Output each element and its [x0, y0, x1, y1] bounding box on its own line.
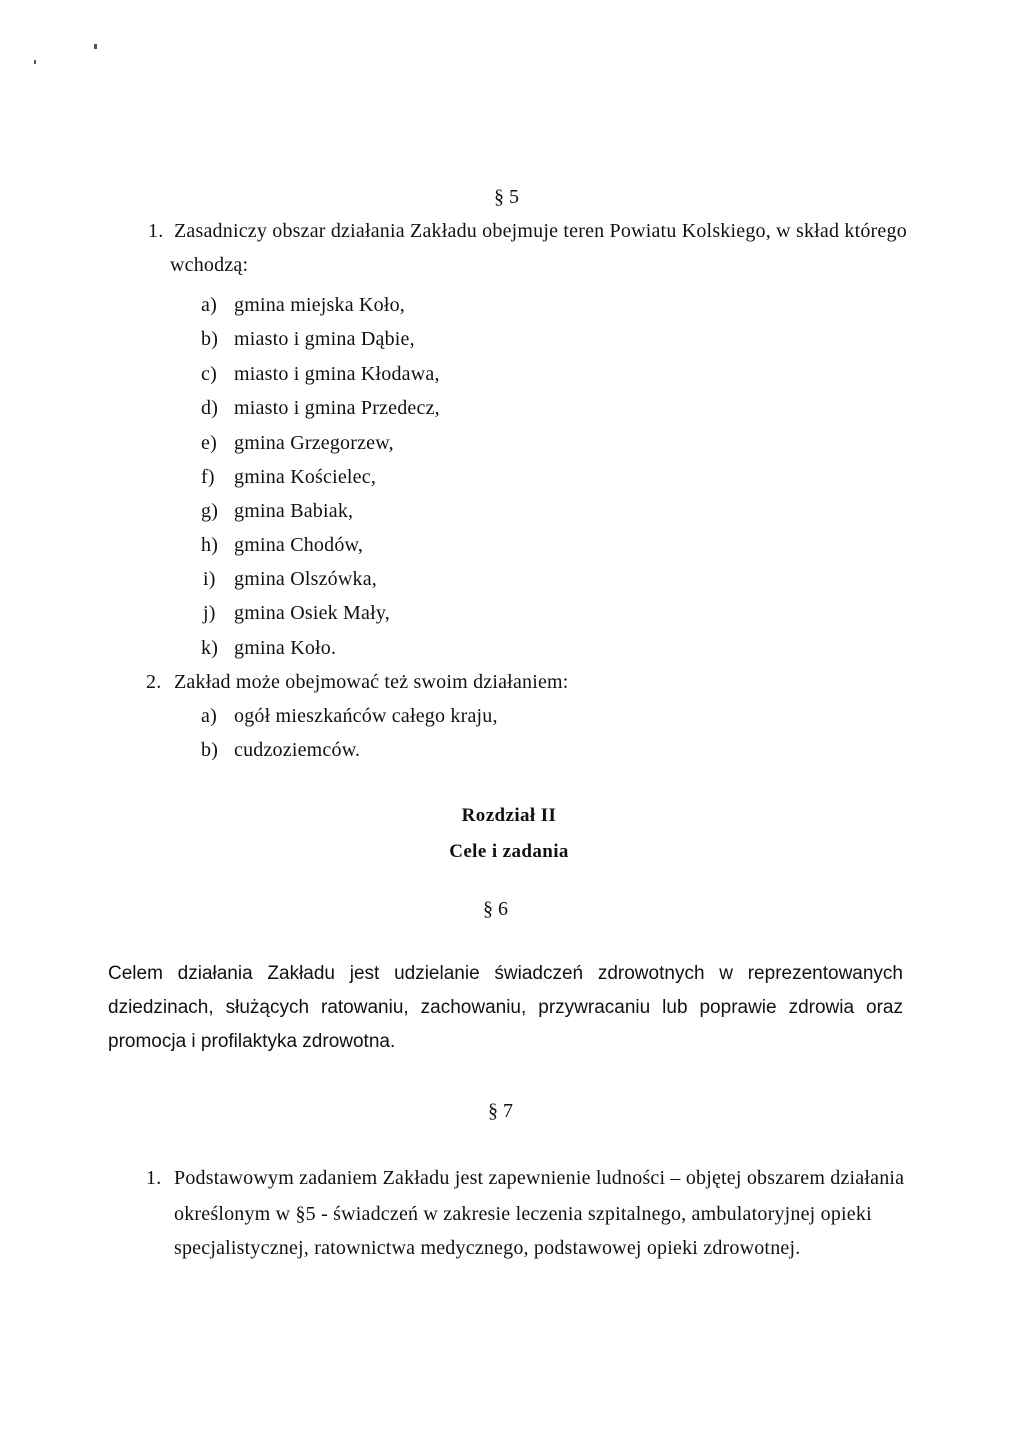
paragraph-line: specjalistycznej, ratownictwa medycznego, podstawowej opieki zdrowotnej.: [174, 1237, 801, 1259]
list-item-label: c): [201, 363, 217, 385]
list-item-text: gmina Koło.: [234, 637, 337, 659]
list-item-label: j): [203, 602, 216, 624]
list-item-text: miasto i gmina Przedecz,: [234, 397, 440, 419]
paragraph-number: 1.: [148, 220, 164, 242]
list-item-text: gmina Grzegorzew,: [234, 432, 394, 454]
list-item-label: k): [201, 637, 219, 659]
paragraph-line: dziedzinach, służących ratowaniu, zachowaniu, przywracaniu lub poprawie zdrowia oraz: [108, 997, 903, 1018]
list-item-label: i): [203, 568, 216, 590]
list-item-text: miasto i gmina Dąbie,: [234, 328, 415, 350]
paragraph-line: promocja i profilaktyka zdrowotna.: [108, 1031, 396, 1052]
paragraph-text: Zakład może obejmować też swoim działaniem:: [174, 671, 569, 693]
scan-mark: [94, 44, 97, 49]
list-item-text: gmina Osiek Mały,: [234, 602, 390, 624]
list-item-label: a): [201, 705, 217, 727]
list-item-text: gmina Chodów,: [234, 534, 364, 556]
paragraph-text: Zasadniczy obszar działania Zakładu obejmuje teren Powiatu Kolskiego, w skład którego: [174, 220, 907, 242]
section-marker-6: § 6: [483, 898, 508, 920]
paragraph-number: 1.: [146, 1167, 162, 1189]
list-item-text: gmina Olszówka,: [234, 568, 377, 590]
list-item-label: f): [201, 466, 215, 488]
list-item-label: b): [201, 328, 219, 350]
list-item-text: gmina miejska Koło,: [234, 294, 405, 316]
section-marker-5: § 5: [494, 186, 519, 208]
chapter-title: Rozdział II: [461, 805, 557, 826]
list-item-text: gmina Babiak,: [234, 500, 354, 522]
list-item-text: ogół mieszkańców całego kraju,: [234, 705, 498, 727]
list-item-text: gmina Kościelec,: [234, 466, 377, 488]
paragraph-line: Podstawowym zadaniem Zakładu jest zapewnienie ludności – objętej obszarem działania: [174, 1167, 905, 1189]
section-marker-7: § 7: [488, 1100, 513, 1122]
list-item-text: miasto i gmina Kłodawa,: [234, 363, 440, 385]
chapter-subtitle: Cele i zadania: [449, 841, 569, 862]
list-item-label: a): [201, 294, 217, 316]
list-item-text: cudzoziemców.: [234, 739, 361, 761]
list-item-label: b): [201, 739, 219, 761]
paragraph-line: Celem działania Zakładu jest udzielanie świadczeń zdrowotnych w reprezentowanych: [108, 963, 903, 984]
scan-mark: [34, 60, 36, 64]
paragraph-text: wchodzą:: [170, 254, 249, 276]
list-item-label: e): [201, 432, 217, 454]
list-item-label: d): [201, 397, 219, 419]
list-item-label: g): [201, 500, 219, 522]
list-item-label: h): [201, 534, 219, 556]
paragraph-number: 2.: [146, 671, 162, 693]
paragraph-line: określonym w §5 - świadczeń w zakresie leczenia szpitalnego, ambulatoryjnej opieki: [174, 1203, 872, 1225]
